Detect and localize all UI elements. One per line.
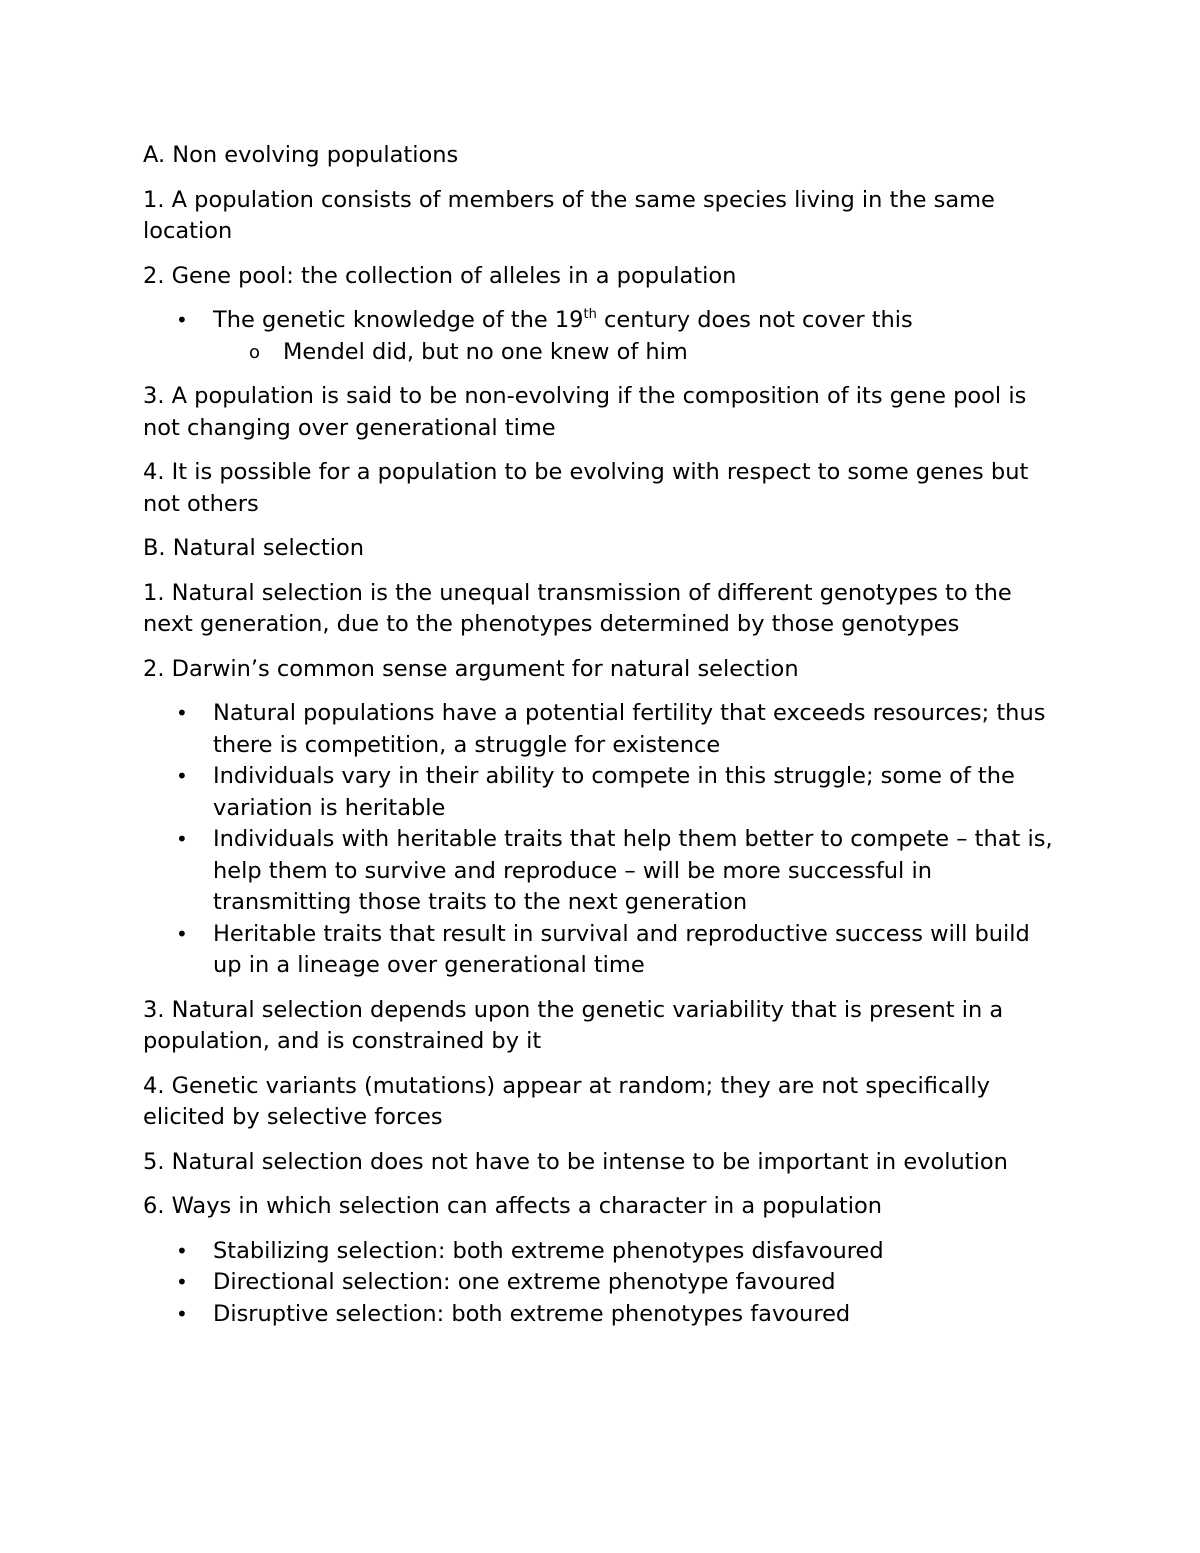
paragraph: 3. Natural selection depends upon the genetic variability that is present in a population, and is constrained by it: [143, 996, 1004, 1054]
paragraph: 2. Darwin’s common sense argument for natural selection: [143, 655, 799, 682]
paragraph: 4. Genetic variants (mutations) appear at random; they are not specifically elicited by selective forces: [143, 1072, 990, 1130]
paragraph: 1. A population consists of members of the same species living in the same location: [143, 186, 995, 244]
list-item-text: Natural populations have a potential fertility that exceeds resources; thus there is competition, a struggle for existence: [213, 700, 1046, 758]
paragraph: 6. Ways in which selection can affects a character in a population: [143, 1193, 882, 1219]
paragraph: 2. Gene pool: the collection of alleles in a population: [143, 262, 737, 289]
bullet-icon: •: [176, 1238, 188, 1263]
bullet-icon: •: [176, 827, 188, 851]
bullet-list: [143, 305, 1063, 368]
list-item: [143, 698, 1063, 761]
list-item-text: Disruptive selection: both extreme phenotypes favoured: [213, 1300, 851, 1327]
paragraph: 3. A population is said to be non-evolving if the composition of its gene pool is not changing over generational time: [143, 383, 1027, 441]
bullet-icon: •: [176, 1301, 188, 1326]
bullet-list: [143, 1236, 1063, 1331]
list-item-text: Individuals with heritable traits that help them better to compete – that is, help them to survive and reproduce – will be more successful in transmitting those traits to the next generation: [213, 826, 1053, 915]
paragraph: 1. Natural selection is the unequal transmission of different genotypes to the next generation, due to the phenotypes determined by those genotypes: [143, 579, 1012, 637]
section-b-heading: B. Natural selection: [143, 535, 365, 561]
bullet-icon: •: [176, 921, 188, 946]
paragraph: 4. It is possible for a population to be evolving with respect to some genes but not others: [143, 459, 1029, 517]
list-item-text: century does not cover this: [596, 307, 913, 333]
list-item-text: Heritable traits that result in survival and reproductive success will build up in a lineage over generational time: [213, 920, 1030, 978]
bullet-icon: •: [176, 701, 188, 725]
list-item: [143, 1299, 1063, 1331]
bullet-icon: •: [176, 308, 188, 332]
list-item-text: Stabilizing selection: both extreme phenotypes disfavoured: [213, 1237, 884, 1264]
list-item: [143, 824, 1063, 919]
bullet-list: [143, 698, 1063, 982]
list-item: [143, 919, 1063, 982]
list-item: [143, 761, 1063, 824]
paragraph: 5. Natural selection does not have to be intense to be important in evolution: [143, 1148, 1008, 1175]
list-item: [143, 1236, 1063, 1268]
sub-list-item: [143, 337, 1063, 369]
list-item: [143, 305, 1063, 337]
list-item-text: Individuals vary in their ability to compete in this struggle; some of the variation is heritable: [213, 763, 1015, 821]
document-body: [143, 140, 1063, 1343]
section-a-heading: A. Non evolving populations: [143, 142, 459, 168]
superscript: th: [583, 307, 597, 322]
list-item-text: Directional selection: one extreme phenotype favoured: [213, 1269, 836, 1295]
list-item-text: Mendel did, but no one knew of him: [283, 338, 688, 365]
list-item: [143, 1267, 1063, 1299]
list-item-text: The genetic knowledge of the 19: [213, 307, 584, 333]
bullet-icon: •: [176, 764, 188, 788]
circle-bullet-icon: o: [249, 341, 261, 363]
bullet-icon: •: [176, 1270, 188, 1294]
